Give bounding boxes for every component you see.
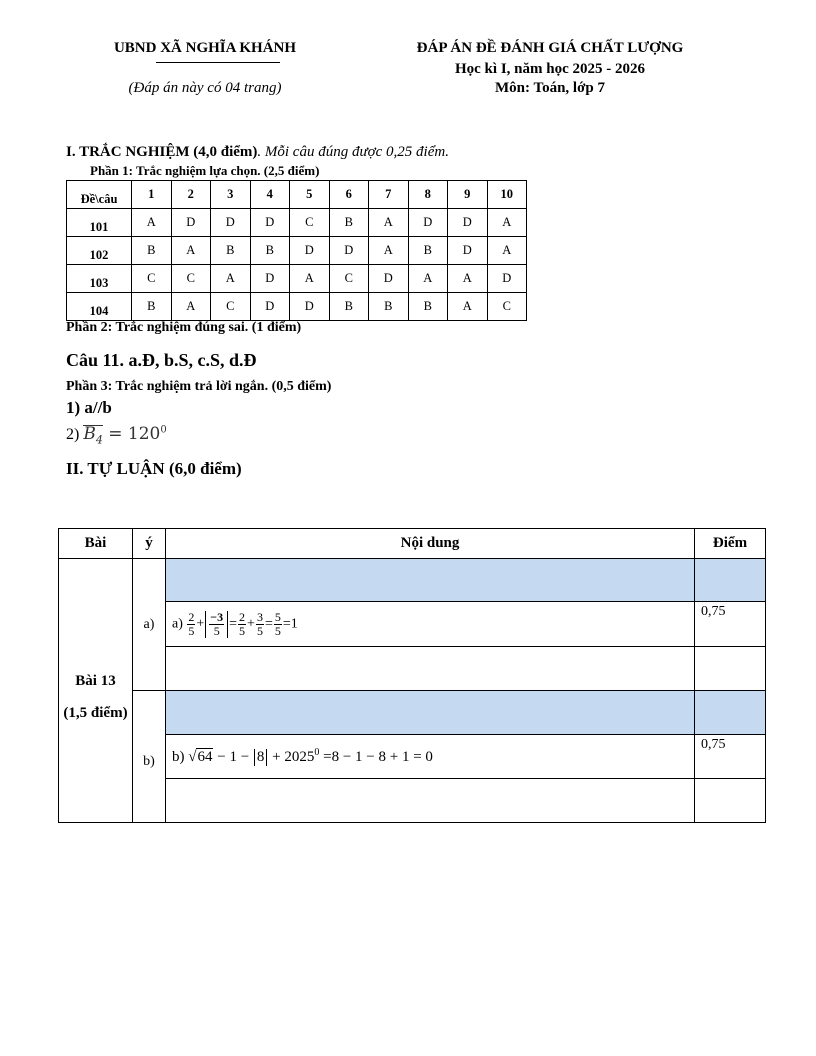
mcq-col-header: 8 xyxy=(408,181,448,209)
row-a-shaded xyxy=(59,559,766,602)
doc-title: ĐÁP ÁN ĐỀ ĐÁNH GIÁ CHẤT LƯỢNG xyxy=(416,40,684,56)
mcq-answer-table xyxy=(66,180,527,321)
header-bai: Bài xyxy=(59,529,133,559)
denominator: 5 xyxy=(256,623,263,638)
mcq-col-header: 7 xyxy=(369,181,409,209)
empty-cell xyxy=(166,647,695,691)
solution-b-part2: + 2025 xyxy=(268,748,315,765)
mcq-col-header: 9 xyxy=(448,181,488,209)
solution-b-part1: − 1 − xyxy=(213,748,253,765)
exponent: 0 xyxy=(314,746,320,758)
answer-cell: D xyxy=(250,265,290,293)
answer-cell: A xyxy=(369,237,409,265)
fraction xyxy=(274,611,282,638)
answer-cell: A xyxy=(211,265,251,293)
pages-note: (Đáp án này có 04 trang) xyxy=(128,80,282,96)
q11-answer: Câu 11. a.Đ, b.S, c.S, d.Đ xyxy=(66,350,257,370)
mcq-col-header: 3 xyxy=(211,181,251,209)
answer-cell: B xyxy=(329,209,369,237)
row-b-empty xyxy=(59,779,766,823)
denominator: 5 xyxy=(188,623,195,638)
part2-heading: Phần 2: Trắc nghiệm đúng sai. (1 điểm) xyxy=(66,320,302,335)
mcq-row-103 xyxy=(67,265,527,293)
mcq-col-header: 6 xyxy=(329,181,369,209)
answer-cell: D xyxy=(448,209,488,237)
radicand: 64 xyxy=(197,748,213,765)
denominator: 5 xyxy=(274,623,281,638)
answer-cell: A xyxy=(448,265,488,293)
term-line: Học kì I, năm học 2025 - 2026 xyxy=(454,61,645,77)
org-underline xyxy=(156,62,280,63)
row-a-empty xyxy=(59,647,766,691)
fraction xyxy=(256,611,264,638)
answer-cell: B xyxy=(369,293,409,321)
answer-cell: A xyxy=(408,265,448,293)
score-a: 0,75 xyxy=(695,602,766,647)
answer-cell: D xyxy=(211,209,251,237)
answer-cell: D xyxy=(171,209,211,237)
answer-cell: D xyxy=(408,209,448,237)
answer-cell: B xyxy=(329,293,369,321)
solution-a-result: 1 xyxy=(290,616,298,632)
empty-cell xyxy=(695,647,766,691)
numerator: 3 xyxy=(256,609,263,624)
numerator: 5 xyxy=(274,609,281,624)
absolute-value: 8 xyxy=(254,749,268,766)
answer-cell: A xyxy=(487,209,527,237)
solution-b-prefix: b) xyxy=(172,748,189,765)
numerator: −3 xyxy=(210,609,224,624)
essay-header-row xyxy=(59,529,766,559)
mcq-row-102 xyxy=(67,237,527,265)
absolute-value xyxy=(205,611,228,638)
fraction xyxy=(238,611,246,638)
answer-cell: D xyxy=(290,237,330,265)
answer-cell: D xyxy=(329,237,369,265)
y-a: a) xyxy=(133,559,166,691)
org-name: UBND XÃ NGHĨA KHÁNH xyxy=(113,40,297,56)
part1-heading: Phần 1: Trắc nghiệm lựa chọn. (2,5 điểm) xyxy=(90,163,320,178)
exam-code: 104 xyxy=(67,293,132,321)
answer-cell: A xyxy=(487,237,527,265)
answer-cell: A xyxy=(171,237,211,265)
empty-cell xyxy=(695,779,766,823)
answer-cell: D xyxy=(250,209,290,237)
solution-a-prefix: a) xyxy=(172,616,187,632)
exam-code: 101 xyxy=(67,209,132,237)
part3-heading: Phần 3: Trắc nghiệm trả lời ngắn. (0,5 điểm) xyxy=(66,379,332,394)
solution-b-part3: =8 − 1 − 8 + 1 = 0 xyxy=(319,748,433,765)
answer-cell: B xyxy=(408,293,448,321)
answer-cell: A xyxy=(448,293,488,321)
row-a-content xyxy=(59,602,766,647)
short-answer-1: 1) a//b xyxy=(66,398,112,417)
answer-cell: B xyxy=(211,237,251,265)
answer-cell: D xyxy=(487,265,527,293)
section1-note: . Mỗi câu đúng được 0,25 điểm. xyxy=(257,144,449,160)
answer-cell: C xyxy=(171,265,211,293)
answer-cell: C xyxy=(132,265,172,293)
answer-cell: A xyxy=(369,209,409,237)
answer-cell: A xyxy=(171,293,211,321)
fraction xyxy=(209,611,224,638)
mcq-header-row xyxy=(67,181,527,209)
answer-cell: D xyxy=(250,293,290,321)
shade-cell xyxy=(695,691,766,735)
answer-cell: B xyxy=(408,237,448,265)
answer-cell: B xyxy=(132,237,172,265)
answer-cell: D xyxy=(369,265,409,293)
numerator: 2 xyxy=(239,609,246,624)
fraction xyxy=(187,611,195,638)
shade-cell xyxy=(166,691,695,735)
answer-cell: B xyxy=(132,293,172,321)
answer-cell: A xyxy=(132,209,172,237)
header-content: Nội dung xyxy=(166,529,695,559)
essay-table xyxy=(58,528,766,823)
denominator: 5 xyxy=(239,623,246,638)
answer-cell: B xyxy=(250,237,290,265)
bai-cell xyxy=(59,559,133,823)
answer-cell: C xyxy=(290,209,330,237)
sqrt-sign: √ xyxy=(188,748,197,765)
answer-cell: A xyxy=(290,265,330,293)
row-b-content xyxy=(59,735,766,779)
mcq-col-header: 5 xyxy=(290,181,330,209)
exam-code: 103 xyxy=(67,265,132,293)
header-score: Điểm xyxy=(695,529,766,559)
bai-points: (1,5 điểm) xyxy=(63,705,128,721)
section1-title: I. TRẮC NGHIỆM (4,0 điểm) xyxy=(66,144,258,160)
exam-code: 102 xyxy=(67,237,132,265)
short-answer-2-prefix: 2) xyxy=(66,426,84,443)
bai-label: Bài 13 xyxy=(75,673,116,689)
answer-cell: D xyxy=(290,293,330,321)
answer-cell: C xyxy=(487,293,527,321)
empty-cell xyxy=(166,779,695,823)
row-b-shaded xyxy=(59,691,766,735)
score-b: 0,75 xyxy=(695,735,766,779)
mcq-col-header: 1 xyxy=(132,181,172,209)
subject-line: Môn: Toán, lớp 7 xyxy=(494,80,605,96)
mcq-col-header: 10 xyxy=(487,181,527,209)
solution-a: a) $\frac{2}{5}$ + $\frac{-3}{5}$ = $\frac{2}{5}$ + $\frac{3}{5}$ = $\frac{5}{5}$ =1 xyxy=(166,602,695,647)
denominator: 5 xyxy=(213,623,220,638)
section1-heading xyxy=(66,144,449,161)
mcq-row-101 xyxy=(67,209,527,237)
angle-subscript: 4 xyxy=(95,433,103,447)
shade-cell xyxy=(166,559,695,602)
mcq-col-header: 2 xyxy=(171,181,211,209)
angle-value: = 120 xyxy=(102,424,161,444)
answer-cell: D xyxy=(448,237,488,265)
mcq-corner-cell: Đề\câu xyxy=(67,181,132,209)
y-b: b) xyxy=(133,691,166,823)
solution-b xyxy=(166,735,695,779)
degree-sup: 0 xyxy=(160,424,167,436)
header-y: ý xyxy=(133,529,166,559)
mcq-col-header: 4 xyxy=(250,181,290,209)
numerator: 2 xyxy=(188,609,195,624)
answer-cell: C xyxy=(211,293,251,321)
answer-cell: C xyxy=(329,265,369,293)
shade-cell xyxy=(695,559,766,602)
mcq-row-104 xyxy=(67,293,527,321)
section2-title: II. TỰ LUẬN (6,0 điểm) xyxy=(66,459,242,478)
angle-symbol: B xyxy=(83,424,96,444)
short-answer-2 xyxy=(66,424,167,448)
